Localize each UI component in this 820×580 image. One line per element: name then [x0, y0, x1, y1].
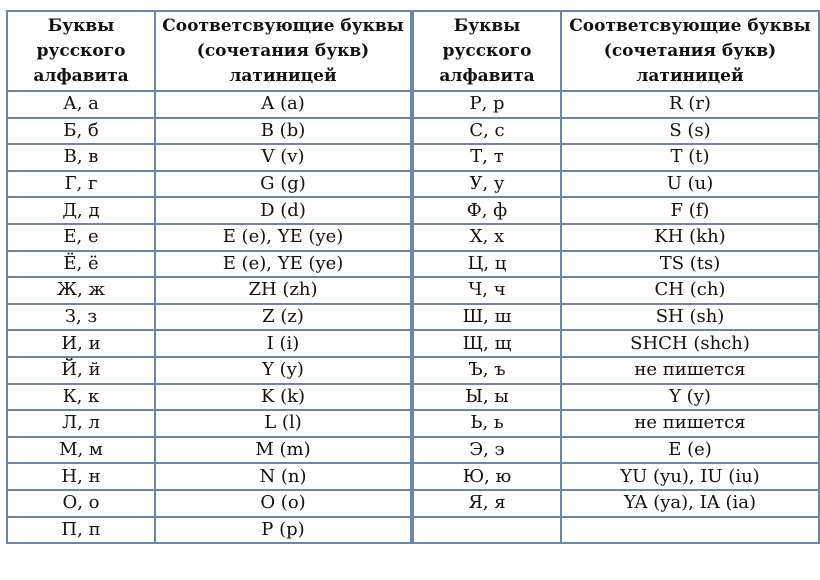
- russian-letter-cell: И, и: [7, 330, 155, 357]
- table-row: [413, 330, 819, 357]
- table-row: [413, 384, 819, 411]
- russian-letter-cell: Э, э: [413, 437, 561, 464]
- latin-letter-cell: V (v): [155, 144, 411, 171]
- header-latin-letters: [155, 11, 411, 91]
- table-row: [7, 330, 411, 357]
- header-line: (сочетания букв): [196, 40, 370, 61]
- russian-letter-cell: Ш, ш: [413, 304, 561, 331]
- latin-letter-cell: [561, 517, 819, 544]
- table-row: [413, 517, 819, 544]
- russian-letter-cell: Ь, ь: [413, 410, 561, 437]
- russian-letter-cell: Ъ, ъ: [413, 357, 561, 384]
- table-row: [413, 251, 819, 278]
- russian-letter-cell: П, п: [7, 517, 155, 544]
- russian-letter-cell: Ц, ц: [413, 251, 561, 278]
- latin-letter-cell: ZH (zh): [155, 277, 411, 304]
- table-row: [413, 437, 819, 464]
- latin-letter-cell: P (p): [155, 517, 411, 544]
- latin-letter-cell: Z (z): [155, 304, 411, 331]
- header-row: [7, 11, 411, 91]
- latin-letter-cell: E (e): [561, 437, 819, 464]
- table-row: [7, 410, 411, 437]
- table-row: [413, 197, 819, 224]
- table-row: [413, 91, 819, 118]
- header-row: [413, 11, 819, 91]
- latin-letter-cell: CH (ch): [561, 277, 819, 304]
- latin-letter-cell: D (d): [155, 197, 411, 224]
- table-row: [413, 144, 819, 171]
- header-latin-letters: [561, 11, 819, 91]
- latin-letter-cell: N (n): [155, 463, 411, 490]
- latin-letter-cell: U (u): [561, 171, 819, 198]
- russian-letter-cell: Х, х: [413, 224, 561, 251]
- russian-letter-cell: Ч, ч: [413, 277, 561, 304]
- russian-letter-cell: Н, н: [7, 463, 155, 490]
- russian-letter-cell: Ё, ё: [7, 251, 155, 278]
- latin-letter-cell: SH (sh): [561, 304, 819, 331]
- russian-letter-cell: Й, й: [7, 357, 155, 384]
- latin-letter-cell: YA (ya), IA (ia): [561, 490, 819, 517]
- table-row: [7, 224, 411, 251]
- russian-letter-cell: Л, л: [7, 410, 155, 437]
- header-russian-letters: [7, 11, 155, 91]
- table-row: [7, 437, 411, 464]
- header-line: латиницей: [229, 65, 337, 86]
- latin-letter-cell: S (s): [561, 118, 819, 145]
- header-line: Соответсвующие буквы: [162, 15, 404, 36]
- russian-letter-cell: [413, 517, 561, 544]
- transliteration-table-right: [412, 10, 820, 544]
- latin-letter-cell: не пишется: [561, 410, 819, 437]
- table-row: [413, 118, 819, 145]
- latin-letter-cell: K (k): [155, 384, 411, 411]
- latin-letter-cell: F (f): [561, 197, 819, 224]
- table-row: [7, 384, 411, 411]
- russian-letter-cell: Г, г: [7, 171, 155, 198]
- latin-letter-cell: O (o): [155, 490, 411, 517]
- latin-letter-cell: G (g): [155, 171, 411, 198]
- table-row: [7, 490, 411, 517]
- russian-letter-cell: С, с: [413, 118, 561, 145]
- table-row: [7, 197, 411, 224]
- latin-letter-cell: L (l): [155, 410, 411, 437]
- russian-letter-cell: Ф, ф: [413, 197, 561, 224]
- table-row: [7, 171, 411, 198]
- latin-letter-cell: Y (y): [155, 357, 411, 384]
- table-row: [7, 463, 411, 490]
- header-line: латиницей: [636, 65, 744, 86]
- latin-letter-cell: B (b): [155, 118, 411, 145]
- latin-letter-cell: SHCH (shch): [561, 330, 819, 357]
- latin-letter-cell: I (i): [155, 330, 411, 357]
- table-row: [7, 118, 411, 145]
- russian-letter-cell: Д, д: [7, 197, 155, 224]
- table-row: [7, 144, 411, 171]
- table-row: [413, 304, 819, 331]
- latin-letter-cell: YU (yu), IU (iu): [561, 463, 819, 490]
- table-row: [413, 490, 819, 517]
- table-row: [413, 277, 819, 304]
- latin-letter-cell: E (e), YE (ye): [155, 251, 411, 278]
- russian-letter-cell: М, м: [7, 437, 155, 464]
- header-line: русского: [36, 40, 126, 61]
- latin-letter-cell: Y (y): [561, 384, 819, 411]
- latin-letter-cell: не пишется: [561, 357, 819, 384]
- table-row: [7, 517, 411, 544]
- header-line: Буквы: [47, 15, 115, 36]
- header-line: Буквы: [453, 15, 521, 36]
- latin-letter-cell: A (a): [155, 91, 411, 118]
- russian-letter-cell: У, у: [413, 171, 561, 198]
- header-line: Соответсвующие буквы: [569, 15, 811, 36]
- russian-letter-cell: З, з: [7, 304, 155, 331]
- russian-letter-cell: Б, б: [7, 118, 155, 145]
- russian-letter-cell: Щ, щ: [413, 330, 561, 357]
- table-row: [413, 410, 819, 437]
- header-line: русского: [442, 40, 532, 61]
- latin-letter-cell: KH (kh): [561, 224, 819, 251]
- russian-letter-cell: А, а: [7, 91, 155, 118]
- header-line: алфавита: [439, 65, 535, 86]
- table-row: [7, 357, 411, 384]
- table-row: [413, 357, 819, 384]
- table-row: [7, 304, 411, 331]
- table-row: [413, 224, 819, 251]
- latin-letter-cell: M (m): [155, 437, 411, 464]
- table-row: [413, 463, 819, 490]
- latin-letter-cell: T (t): [561, 144, 819, 171]
- header-line: алфавита: [33, 65, 129, 86]
- russian-letter-cell: В, в: [7, 144, 155, 171]
- table-row: [7, 277, 411, 304]
- russian-letter-cell: Т, т: [413, 144, 561, 171]
- transliteration-table-left: [6, 10, 412, 544]
- russian-letter-cell: Ж, ж: [7, 277, 155, 304]
- russian-letter-cell: К, к: [7, 384, 155, 411]
- russian-letter-cell: О, о: [7, 490, 155, 517]
- russian-letter-cell: Ы, ы: [413, 384, 561, 411]
- latin-letter-cell: R (r): [561, 91, 819, 118]
- table-row: [7, 251, 411, 278]
- header-russian-letters: [413, 11, 561, 91]
- russian-letter-cell: Я, я: [413, 490, 561, 517]
- table-row: [7, 91, 411, 118]
- latin-letter-cell: E (e), YE (ye): [155, 224, 411, 251]
- header-line: (сочетания букв): [603, 40, 777, 61]
- russian-letter-cell: Ю, ю: [413, 463, 561, 490]
- russian-letter-cell: Р, р: [413, 91, 561, 118]
- russian-letter-cell: Е, е: [7, 224, 155, 251]
- table-row: [413, 171, 819, 198]
- latin-letter-cell: TS (ts): [561, 251, 819, 278]
